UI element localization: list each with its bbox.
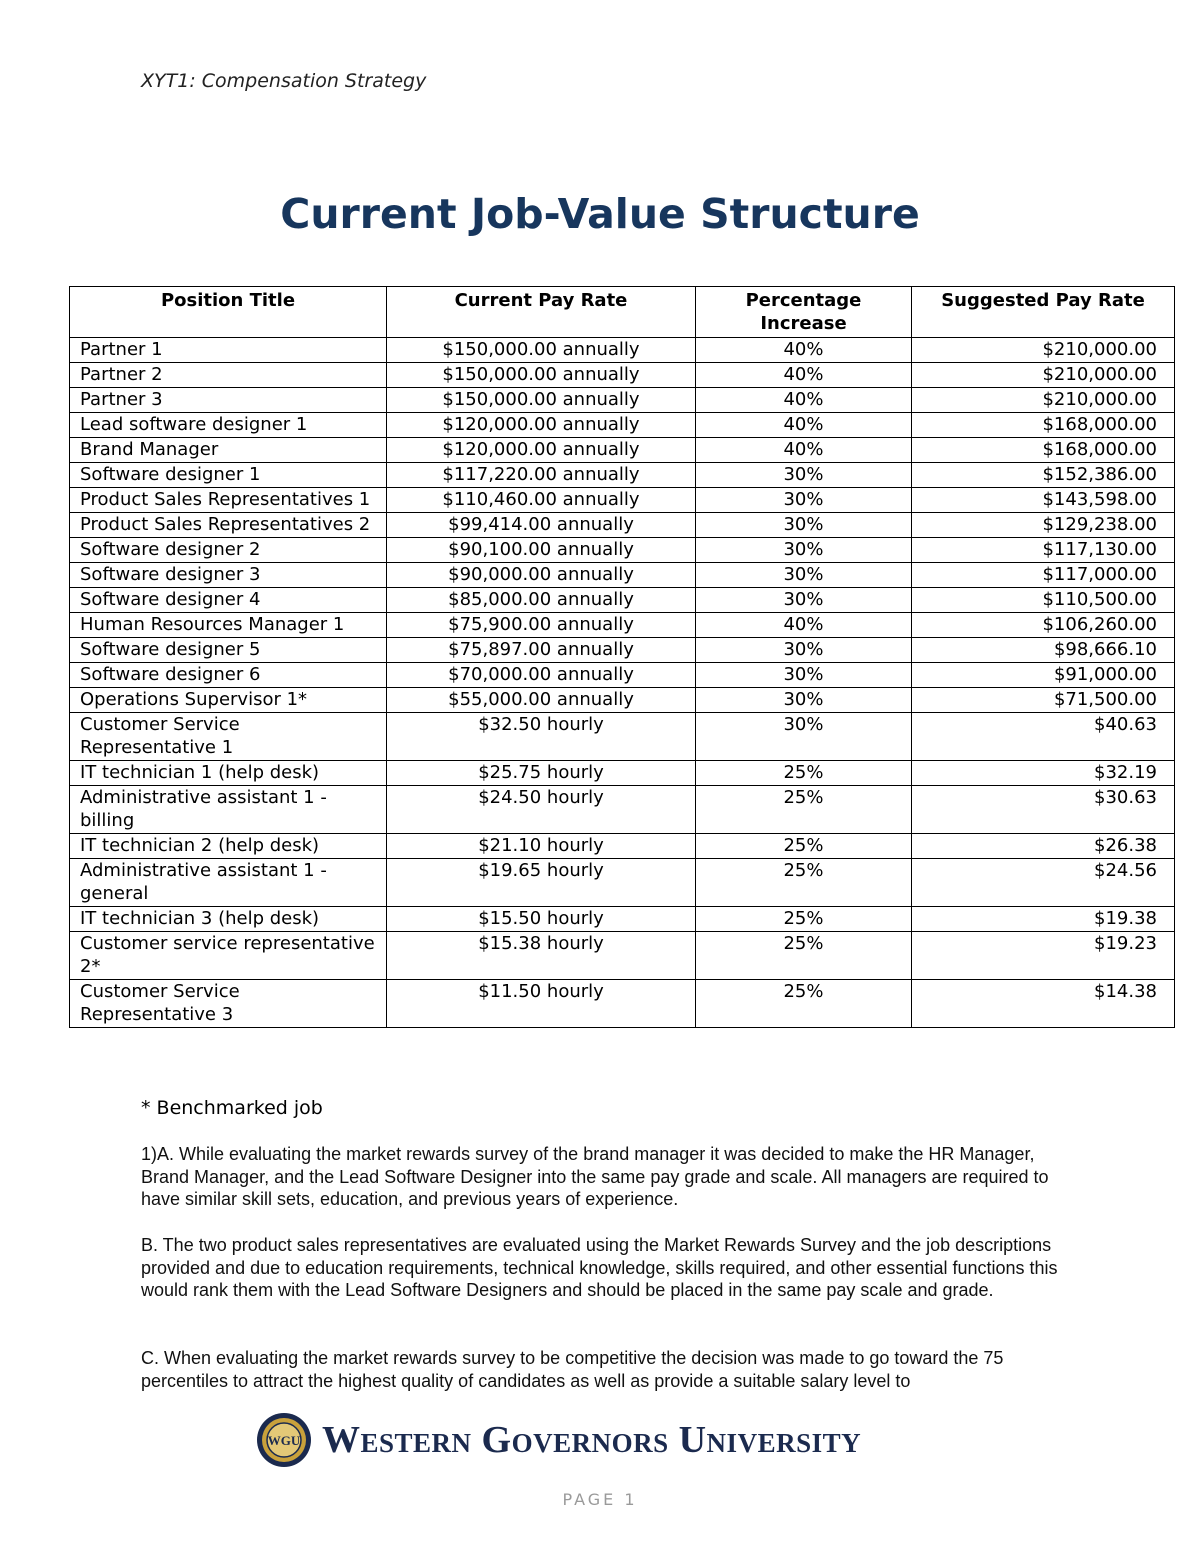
- suggested-pay-rate-cell: $143,598.00: [912, 488, 1175, 513]
- position-title-cell: Administrative assistant 1 - billing: [70, 786, 387, 834]
- percentage-increase-cell: 30%: [696, 513, 912, 538]
- table-row: [70, 513, 1175, 538]
- current-pay-rate-cell: $15.50 hourly: [387, 907, 696, 932]
- current-pay-rate-cell: $75,900.00 annually: [387, 613, 696, 638]
- table-body: [70, 338, 1175, 1028]
- percentage-increase-cell: 30%: [696, 638, 912, 663]
- percentage-increase-cell: 30%: [696, 663, 912, 688]
- current-pay-rate-cell: $21.10 hourly: [387, 834, 696, 859]
- position-title-cell: Partner 1: [70, 338, 387, 363]
- table-row: [70, 613, 1175, 638]
- suggested-pay-rate-cell: $19.38: [912, 907, 1175, 932]
- percentage-increase-cell: 40%: [696, 413, 912, 438]
- position-title-cell: Human Resources Manager 1: [70, 613, 387, 638]
- position-title-cell: Software designer 6: [70, 663, 387, 688]
- suggested-pay-rate-cell: $32.19: [912, 761, 1175, 786]
- position-title-cell: Software designer 1: [70, 463, 387, 488]
- header-position-title: Position Title: [70, 287, 387, 338]
- suggested-pay-rate-cell: $24.56: [912, 859, 1175, 907]
- percentage-increase-cell: 25%: [696, 932, 912, 980]
- percentage-increase-cell: 30%: [696, 688, 912, 713]
- current-pay-rate-cell: $15.38 hourly: [387, 932, 696, 980]
- percentage-increase-cell: 30%: [696, 538, 912, 563]
- current-pay-rate-cell: $117,220.00 annually: [387, 463, 696, 488]
- table-row: [70, 786, 1175, 834]
- suggested-pay-rate-cell: $168,000.00: [912, 413, 1175, 438]
- position-title-cell: IT technician 2 (help desk): [70, 834, 387, 859]
- table-row: [70, 488, 1175, 513]
- current-pay-rate-cell: $11.50 hourly: [387, 980, 696, 1028]
- position-title-cell: Software designer 4: [70, 588, 387, 613]
- current-pay-rate-cell: $99,414.00 annually: [387, 513, 696, 538]
- table-row: [70, 688, 1175, 713]
- suggested-pay-rate-cell: $14.38: [912, 980, 1175, 1028]
- current-pay-rate-cell: $25.75 hourly: [387, 761, 696, 786]
- header-percentage-increase: Percentage Increase: [696, 287, 912, 338]
- current-pay-rate-cell: $150,000.00 annually: [387, 388, 696, 413]
- current-pay-rate-cell: $24.50 hourly: [387, 786, 696, 834]
- table-row: [70, 538, 1175, 563]
- position-title-cell: Software designer 3: [70, 563, 387, 588]
- percentage-increase-cell: 30%: [696, 463, 912, 488]
- current-pay-rate-cell: $32.50 hourly: [387, 713, 696, 761]
- table-row: [70, 663, 1175, 688]
- suggested-pay-rate-cell: $40.63: [912, 713, 1175, 761]
- current-pay-rate-cell: $90,000.00 annually: [387, 563, 696, 588]
- table-row: [70, 438, 1175, 463]
- benchmark-footnote: * Benchmarked job: [141, 1097, 323, 1119]
- page-number: PAGE 1: [562, 1490, 638, 1509]
- table-row: [70, 859, 1175, 907]
- position-title-cell: Partner 2: [70, 363, 387, 388]
- suggested-pay-rate-cell: $152,386.00: [912, 463, 1175, 488]
- position-title-cell: Product Sales Representatives 2: [70, 513, 387, 538]
- paragraph-c: C. When evaluating the market rewards survey to be competitive the decision was made to go toward the 75 percentiles to attract the highest quality of candidates as well as provide a suitable salary level to: [141, 1348, 1004, 1391]
- suggested-pay-rate-cell: $129,238.00: [912, 513, 1175, 538]
- suggested-pay-rate-cell: $210,000.00: [912, 363, 1175, 388]
- current-pay-rate-cell: $70,000.00 annually: [387, 663, 696, 688]
- suggested-pay-rate-cell: $168,000.00: [912, 438, 1175, 463]
- percentage-increase-cell: 30%: [696, 488, 912, 513]
- position-title-cell: Software designer 5: [70, 638, 387, 663]
- percentage-increase-cell: 30%: [696, 713, 912, 761]
- current-pay-rate-cell: $150,000.00 annually: [387, 338, 696, 363]
- table-row: [70, 713, 1175, 761]
- document-title: Current Job-Value Structure: [280, 190, 920, 238]
- suggested-pay-rate-cell: $19.23: [912, 932, 1175, 980]
- suggested-pay-rate-cell: $106,260.00: [912, 613, 1175, 638]
- current-pay-rate-cell: $55,000.00 annually: [387, 688, 696, 713]
- position-title-cell: Operations Supervisor 1*: [70, 688, 387, 713]
- suggested-pay-rate-cell: $30.63: [912, 786, 1175, 834]
- table-row: [70, 834, 1175, 859]
- percentage-increase-cell: 30%: [696, 588, 912, 613]
- position-title-cell: Customer service representative 2*: [70, 932, 387, 980]
- suggested-pay-rate-cell: $210,000.00: [912, 388, 1175, 413]
- table-row: [70, 338, 1175, 363]
- percentage-increase-cell: 25%: [696, 786, 912, 834]
- current-pay-rate-cell: $19.65 hourly: [387, 859, 696, 907]
- percentage-increase-cell: 40%: [696, 338, 912, 363]
- percentage-increase-cell: 40%: [696, 388, 912, 413]
- percentage-increase-cell: 25%: [696, 834, 912, 859]
- position-title-cell: Administrative assistant 1 - general: [70, 859, 387, 907]
- suggested-pay-rate-cell: $91,000.00: [912, 663, 1175, 688]
- table-row: [70, 363, 1175, 388]
- current-pay-rate-cell: $150,000.00 annually: [387, 363, 696, 388]
- percentage-increase-cell: 30%: [696, 563, 912, 588]
- percentage-increase-cell: 40%: [696, 438, 912, 463]
- position-title-cell: Customer Service Representative 1: [70, 713, 387, 761]
- suggested-pay-rate-cell: $71,500.00: [912, 688, 1175, 713]
- current-pay-rate-cell: $120,000.00 annually: [387, 438, 696, 463]
- table-row: [70, 638, 1175, 663]
- current-pay-rate-cell: $120,000.00 annually: [387, 413, 696, 438]
- wgu-seal-icon: [256, 1412, 312, 1468]
- position-title-cell: IT technician 3 (help desk): [70, 907, 387, 932]
- position-title-cell: Brand Manager: [70, 438, 387, 463]
- table-row: [70, 907, 1175, 932]
- paragraph-b: B. The two product sales representatives are evaluated using the Market Rewards Survey and the job descriptions provided and due to education requirements, technical knowledge, skills required, and other essential functions this would rank them with the Lead Software Designers and should be placed in the same pay scale and grade.: [141, 1235, 1058, 1300]
- table-row: [70, 980, 1175, 1028]
- percentage-increase-cell: 40%: [696, 613, 912, 638]
- position-title-cell: Lead software designer 1: [70, 413, 387, 438]
- header-current-pay-rate: Current Pay Rate: [387, 287, 696, 338]
- suggested-pay-rate-cell: $210,000.00: [912, 338, 1175, 363]
- position-title-cell: Product Sales Representatives 1: [70, 488, 387, 513]
- suggested-pay-rate-cell: $98,666.10: [912, 638, 1175, 663]
- table-row: [70, 413, 1175, 438]
- table-row: [70, 388, 1175, 413]
- percentage-increase-cell: 25%: [696, 761, 912, 786]
- current-pay-rate-cell: $110,460.00 annually: [387, 488, 696, 513]
- percentage-increase-cell: 40%: [696, 363, 912, 388]
- header-suggested-pay-rate: Suggested Pay Rate: [912, 287, 1175, 338]
- table-header-row: [70, 287, 1175, 338]
- suggested-pay-rate-cell: $110,500.00: [912, 588, 1175, 613]
- logo-wordmark: Western Governors University: [322, 1419, 862, 1461]
- running-header: XYT1: Compensation Strategy: [141, 70, 427, 92]
- position-title-cell: Partner 3: [70, 388, 387, 413]
- position-title-cell: IT technician 1 (help desk): [70, 761, 387, 786]
- current-pay-rate-cell: $90,100.00 annually: [387, 538, 696, 563]
- suggested-pay-rate-cell: $117,130.00: [912, 538, 1175, 563]
- position-title-cell: Software designer 2: [70, 538, 387, 563]
- seal-lettering: WGU: [267, 1433, 301, 1448]
- wgu-logo: [256, 1412, 861, 1468]
- table-row: [70, 588, 1175, 613]
- percentage-increase-cell: 25%: [696, 980, 912, 1028]
- percentage-increase-cell: 25%: [696, 907, 912, 932]
- table-row: [70, 463, 1175, 488]
- table-row: [70, 761, 1175, 786]
- job-value-table: [69, 286, 1175, 1028]
- suggested-pay-rate-cell: $117,000.00: [912, 563, 1175, 588]
- suggested-pay-rate-cell: $26.38: [912, 834, 1175, 859]
- current-pay-rate-cell: $75,897.00 annually: [387, 638, 696, 663]
- table-row: [70, 932, 1175, 980]
- paragraph-a: 1)A. While evaluating the market rewards survey of the brand manager it was decided to make the HR Manager, Brand Manager, and the Lead Software Designer into the same pay grade and scale. All managers are required to have similar skill sets, education, and previous years of experience.: [141, 1144, 1049, 1209]
- table-row: [70, 563, 1175, 588]
- percentage-increase-cell: 25%: [696, 859, 912, 907]
- current-pay-rate-cell: $85,000.00 annually: [387, 588, 696, 613]
- position-title-cell: Customer Service Representative 3: [70, 980, 387, 1028]
